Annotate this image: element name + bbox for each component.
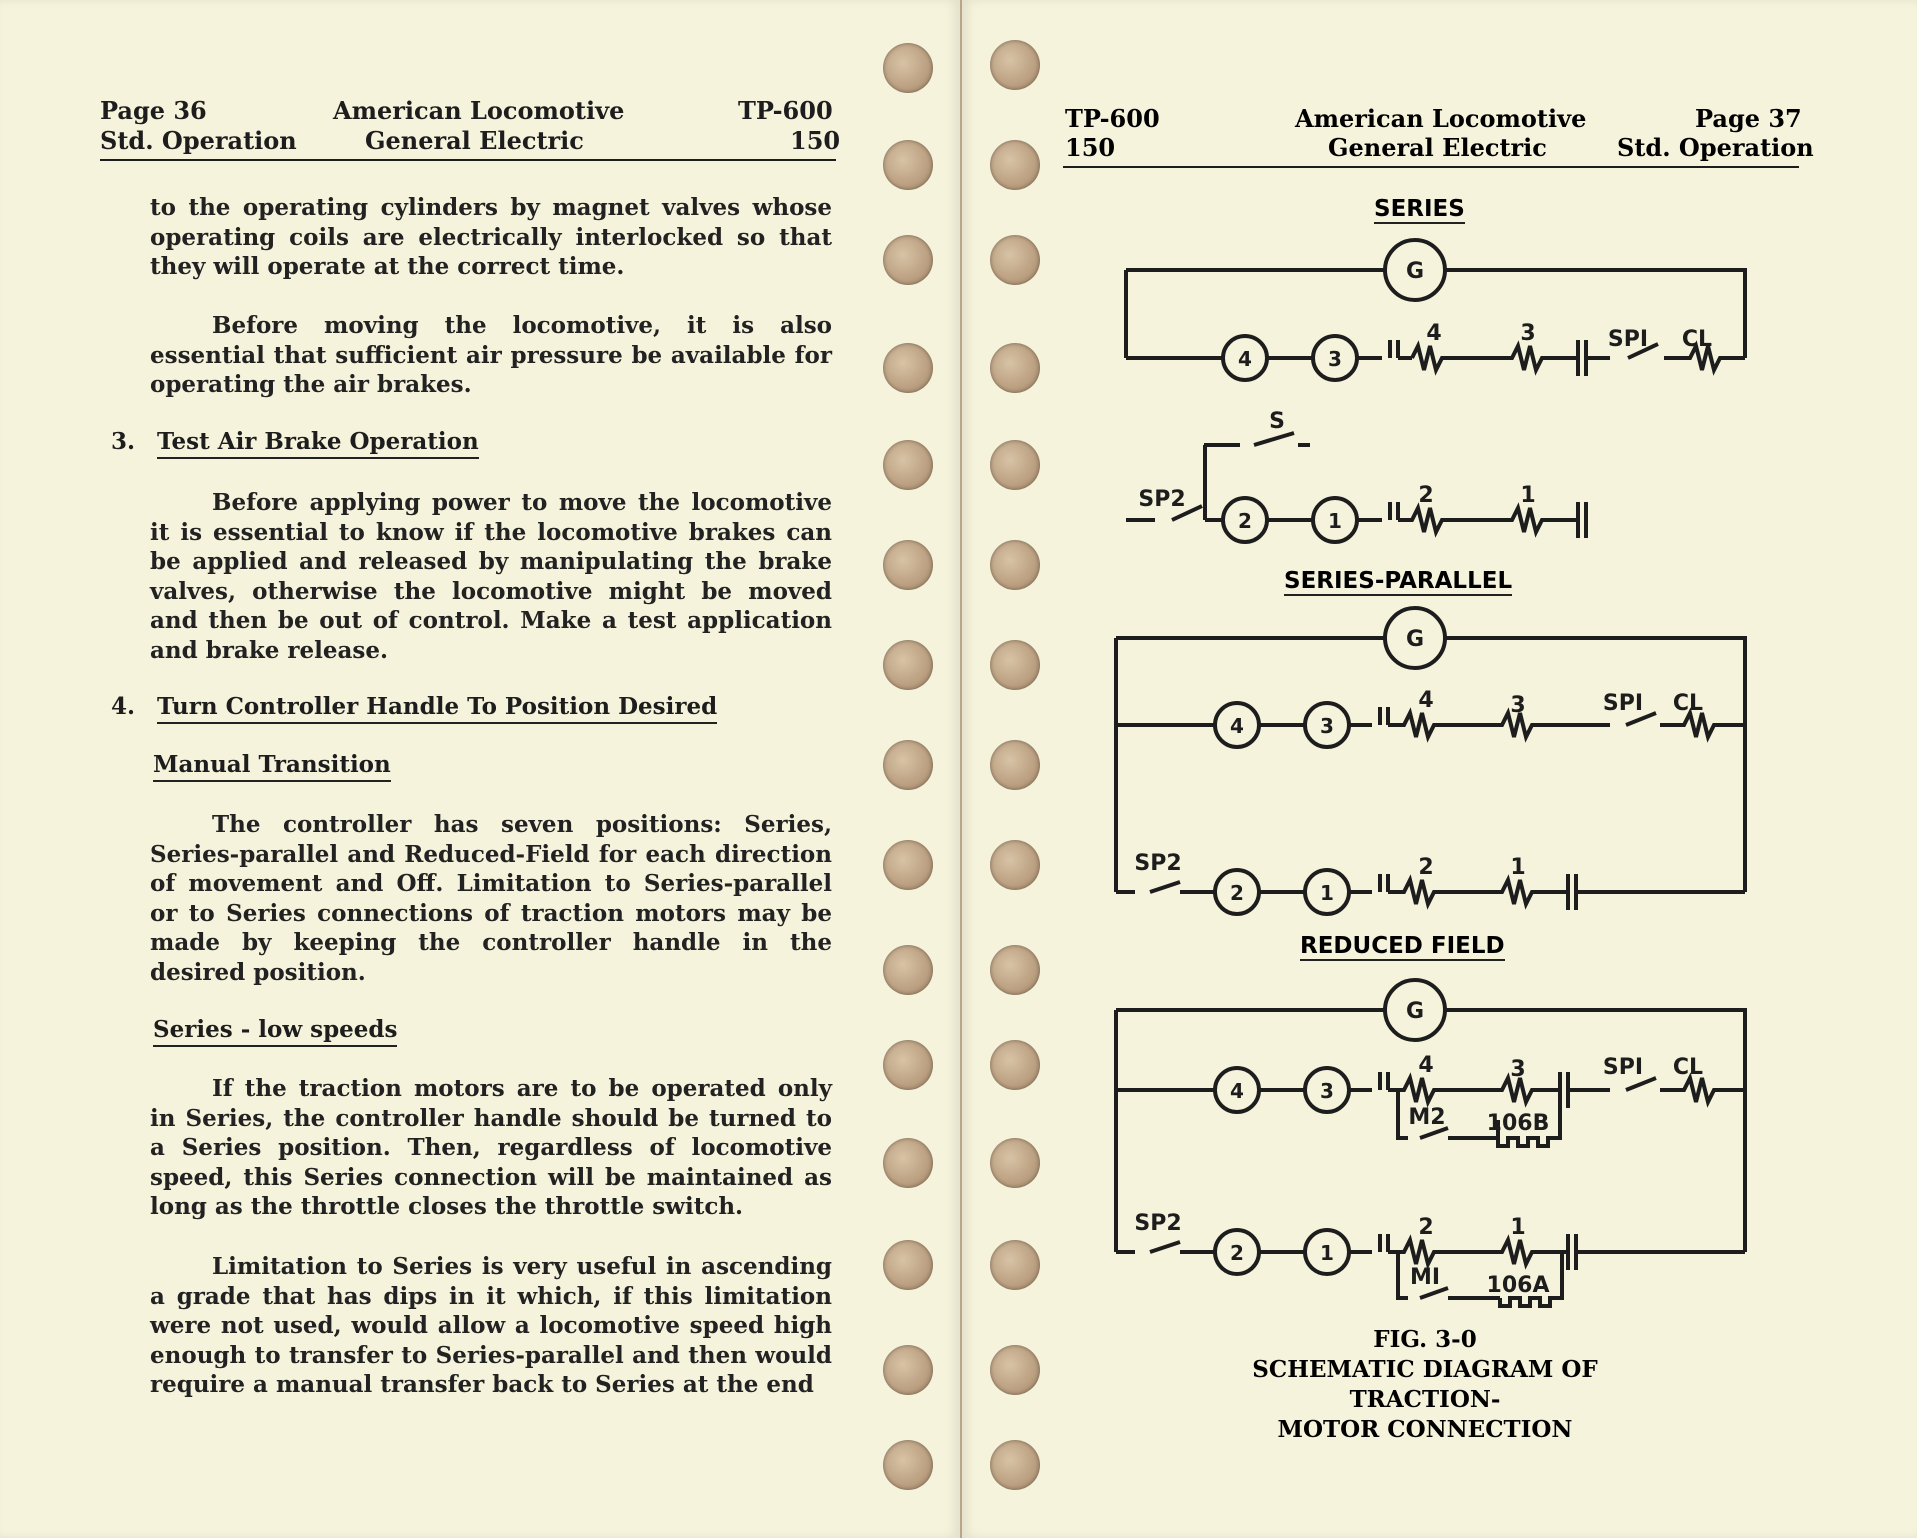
- paragraph-text: to the operating cylinders by magnet valves whose operating coils are electrically interlocked so that they will operate at the correct time.: [150, 194, 832, 280]
- doc-number: 150: [1065, 133, 1116, 162]
- section-label: Std. Operation: [1617, 133, 1814, 162]
- motor-label: 4: [1230, 1079, 1244, 1103]
- subheading-text: Manual Transition: [153, 751, 391, 782]
- motor-label: 4: [1230, 714, 1244, 738]
- series-parallel-generator-loop: [1116, 638, 1745, 892]
- header-title: American Locomotive: [333, 96, 625, 125]
- section-label: Std. Operation: [100, 126, 297, 155]
- heading-text: Test Air Brake Operation: [157, 428, 479, 459]
- heading-number: 4.: [111, 693, 136, 720]
- page-number-label: Page 37: [1695, 104, 1802, 133]
- series-diagram-title: SERIES: [1374, 196, 1465, 222]
- header-title: American Locomotive: [1295, 104, 1587, 133]
- generator-label: G: [1405, 999, 1425, 1024]
- generator-label: G: [1405, 259, 1425, 284]
- motor-label: 2: [1238, 509, 1252, 533]
- motor-label: 2: [1230, 1241, 1244, 1265]
- paragraph-text: Before moving the locomotive, it is also essential that sufficient air pressure be available for operating the air brakes.: [150, 312, 832, 398]
- shunt-contactor-label: MI: [1409, 1265, 1441, 1290]
- field-label: 2: [1418, 483, 1434, 508]
- field-label: 2: [1418, 1215, 1434, 1240]
- motor-label: 4: [1238, 347, 1252, 371]
- field-label: 1: [1510, 1215, 1526, 1240]
- subheading-text: Series - low speeds: [153, 1016, 397, 1047]
- generator-label: G: [1405, 627, 1425, 652]
- shunt-contactor-label: M2: [1408, 1105, 1446, 1130]
- field-label: 4: [1418, 688, 1434, 713]
- heading-number: 3.: [111, 428, 136, 455]
- figure-title-line-2: MOTOR CONNECTION: [1277, 1416, 1573, 1443]
- contactor-label: SP2: [1138, 487, 1186, 512]
- field-label: 3: [1520, 321, 1536, 346]
- motor-label: 1: [1328, 509, 1342, 533]
- header-subtitle: General Electric: [1328, 133, 1547, 162]
- contactor-label: SPI: [1602, 691, 1644, 716]
- motor-label: 1: [1320, 881, 1334, 905]
- motor-label: 3: [1320, 1079, 1334, 1103]
- switch-label: S: [1269, 409, 1285, 434]
- doc-code: TP-600: [1065, 104, 1160, 133]
- field-label: 4: [1426, 321, 1442, 346]
- resistor-label: 106B: [1486, 1111, 1550, 1136]
- resistor-label: 106A: [1486, 1273, 1550, 1298]
- doc-code: TP-600: [738, 96, 833, 125]
- paragraph-text: The controller has seven positions: Series, Series-parallel and Reduced-Field for each direction of movement and Off. Limitation to Series-parallel or to Series connections of traction motors may be made by keeping the controller handle in the desired position.: [150, 811, 832, 986]
- doc-number: 150: [790, 126, 841, 155]
- reduced-field-diagram-title: REDUCED FIELD: [1300, 933, 1505, 959]
- field-label: 1: [1520, 483, 1536, 508]
- contactor-label: CL: [1672, 1055, 1704, 1080]
- heading-text: Turn Controller Handle To Position Desired: [157, 693, 717, 724]
- paragraph-text: Limitation to Series is very useful in ascending a grade that has dips in it which, if this limitation were not used, would allow a locomotive speed high enough to transfer to Series-parallel and then would require a manual transfer back to Series at the end: [150, 1253, 832, 1398]
- series-switch-s: [1204, 433, 1310, 520]
- motor-label: 1: [1320, 1241, 1334, 1265]
- paragraph-text: If the traction motors are to be operated only in Series, the controller handle should be turned to a Series position. Then, regardless of locomotive speed, this Series connection will be maintained as long as the throttle closes the throttle switch.: [150, 1075, 832, 1220]
- contactor-label: SPI: [1602, 1055, 1644, 1080]
- contactor-label: SPI: [1607, 327, 1649, 352]
- contactor-label: CL: [1681, 327, 1713, 352]
- field-label: 4: [1418, 1053, 1434, 1078]
- figure-title-line-1: SCHEMATIC DIAGRAM OF TRACTION-: [1252, 1356, 1598, 1413]
- field-label: 1: [1510, 855, 1526, 880]
- figure-number: FIG. 3-0: [1373, 1326, 1477, 1353]
- page-number-label: Page 36: [100, 96, 207, 125]
- figure-caption: [1225, 1325, 1625, 1445]
- contactor-label: SP2: [1134, 1211, 1182, 1236]
- contactor-label: CL: [1672, 691, 1704, 716]
- contactor-label: SP2: [1134, 851, 1182, 876]
- paragraph-text: Before applying power to move the locomotive it is essential to know if the locomotive brakes can be applied and released by manipulating the brake valves, otherwise the locomotive might be moved and then be out of control. Make a test application and brake release.: [150, 489, 832, 664]
- field-label: 3: [1510, 693, 1526, 718]
- series-parallel-diagram-title: SERIES-PARALLEL: [1284, 568, 1513, 594]
- field-label: 3: [1510, 1057, 1526, 1082]
- field-label: 2: [1418, 855, 1434, 880]
- motor-label: 3: [1328, 347, 1342, 371]
- motor-label: 3: [1320, 714, 1334, 738]
- header-subtitle: General Electric: [365, 126, 584, 155]
- motor-label: 2: [1230, 881, 1244, 905]
